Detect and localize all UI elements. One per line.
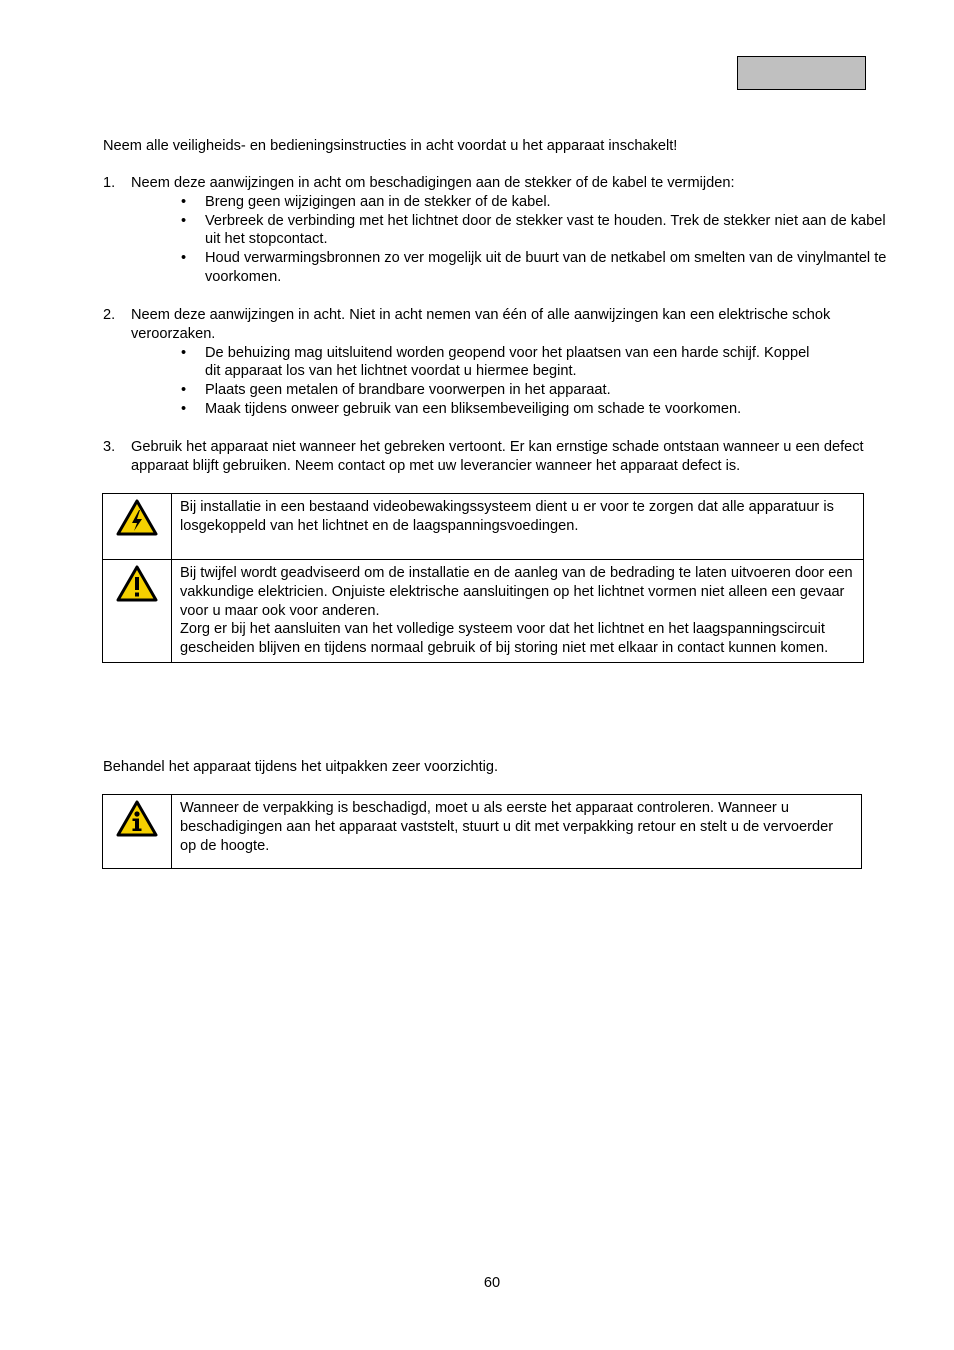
warning-exclamation-icon <box>115 564 159 604</box>
warning-row <box>103 560 864 663</box>
warning-icon-cell <box>103 494 172 560</box>
warning-table <box>102 493 864 663</box>
warning-text: Zorg er bij het aansluiten van het volledige systeem voor dat het lichtnet en het laagspanningscircuit gescheiden blijven en tijdens normaal gebruik of bij storing niet met elkaar in contact kunnen komen. <box>180 621 829 657</box>
item-text: Gebruik het apparaat niet wanneer het gebreken vertoont. Er kan ernstige schade ontstaan wanneer u een defect apparaat blijft gebruiken. Neem contact op met uw leverancier wanneer het apparaat defect is. <box>131 439 864 474</box>
bullet-list <box>103 193 893 287</box>
warning-text: Bij installatie in een bestaand videobewakingssysteem dient u er voor te zorgen dat alle apparatuur is losgekoppeld van het lichtnet en de laagspanningsvoedingen. <box>172 494 864 560</box>
info-row <box>103 795 862 869</box>
info-icon-cell <box>103 795 172 869</box>
list-item <box>103 438 893 476</box>
bullet-item: • Maak tijdens onweer gebruik van een bliksembeveiliging om schade te voorkomen. <box>181 400 742 417</box>
bullet-item: • Houd verwarmingsbronnen zo ver mogelijk uit de buurt van de netkabel om smelten van de vinylmantel te voorkomen. <box>181 250 887 285</box>
bullet-item: • Plaats geen metalen of brandbare voorwerpen in het apparaat. <box>181 382 611 399</box>
warning-text: Bij twijfel wordt geadviseerd om de installatie en de aanleg van de bedrading te laten uitvoeren door een vakkundige elektricien. Onjuiste elektrische aansluitingen op het lichtnet vormen niet alleen een gevaar voor u maar ook voor anderen. <box>180 565 853 619</box>
bullet-item: • Breng geen wijzigingen aan in de stekker of de kabel. <box>181 193 551 210</box>
electric-hazard-icon <box>115 498 159 538</box>
info-icon <box>115 799 159 839</box>
item-text: Neem deze aanwijzingen in acht om beschadigingen aan de stekker of de kabel te vermijden: <box>131 175 735 191</box>
item-number: 2. <box>103 307 116 323</box>
warning-text-block <box>172 560 864 663</box>
warning-row <box>103 494 864 560</box>
list-item <box>103 174 893 287</box>
bullet-item: • Verbreek de verbinding met het lichtnet door de stekker vast te houden. Trek de stekker niet aan de kabel uit het stopcontact. <box>181 212 886 248</box>
language-tab-box <box>737 56 866 90</box>
bullet-item: • De behuizing mag uitsluitend worden geopend voor het plaatsen van een harde schijf. Koppel dit apparaat los van het lichtnet voordat u hiermee begint. <box>181 344 810 380</box>
intro-text: Neem alle veiligheids- en bedieningsinstructies in acht voordat u het apparaat inschakelt! <box>103 138 678 154</box>
item-number: 3. <box>103 439 116 455</box>
page-number: 60 <box>483 1275 501 1291</box>
info-text: Wanneer de verpakking is beschadigd, moet u als eerste het apparaat controleren. Wanneer u beschadigingen aan het apparaat vaststelt, stuurt u dit met verpakking retour en stelt u de vervoerder op de hoogte. <box>172 795 862 869</box>
item-number: 1. <box>103 175 116 191</box>
list-item <box>103 306 883 419</box>
unpacking-text: Behandel het apparaat tijdens het uitpakken zeer voorzichtig. <box>103 759 499 775</box>
item-text: Neem deze aanwijzingen in acht. Niet in acht nemen van één of alle aanwijzingen kan een elektrische schok veroorzaken. <box>131 307 831 342</box>
bullet-list <box>103 344 883 419</box>
info-table <box>102 794 862 869</box>
warning-icon-cell <box>103 560 172 663</box>
